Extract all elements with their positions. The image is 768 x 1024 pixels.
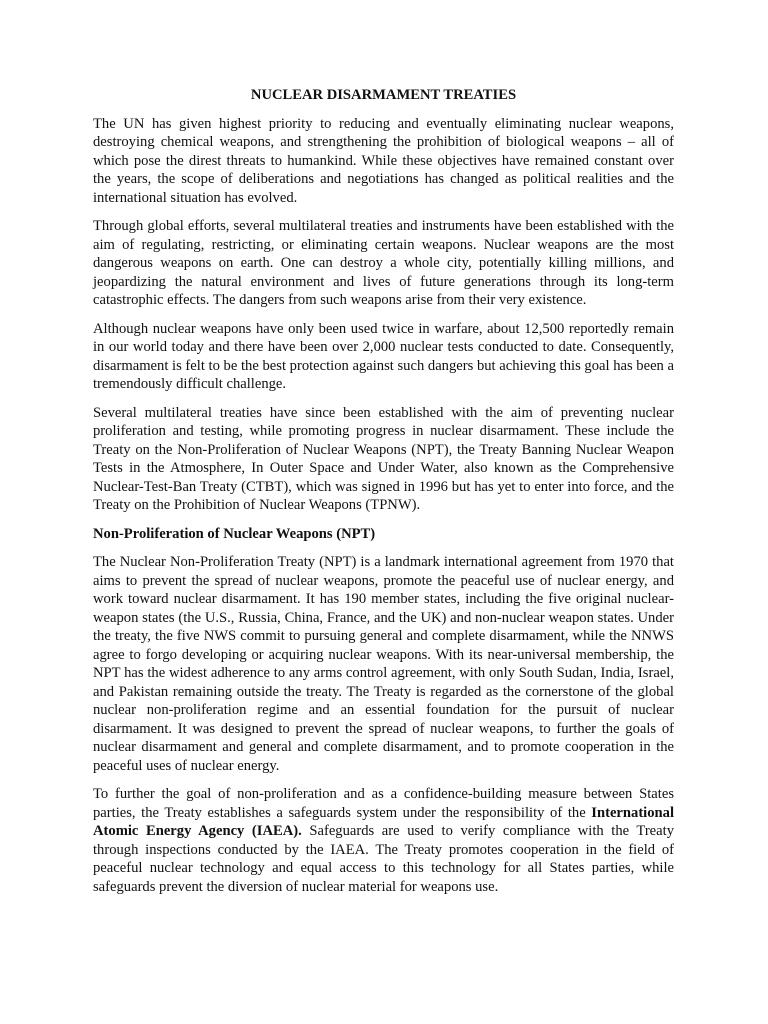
- safeguards-text-before: To further the goal of non-proliferation and as a confidence-building measure between States parties, the Treaty establishes a safeguards system under the responsibility of the: [93, 786, 674, 821]
- paragraph-nuclear-tests: Although nuclear weapons have only been used twice in warfare, about 12,500 reportedly remain in our world today and there have been over 2,000 nuclear tests conducted to date. Consequently, disarmament is felt to be the best protection against such dangers but achieving this goal has been a tremendously difficult challenge.: [93, 320, 674, 392]
- paragraph-npt: The Nuclear Non-Proliferation Treaty (NPT) is a landmark international agreement from 1970 that aims to prevent the spread of nuclear weapons, promote the peaceful use of nuclear energy, and work toward nuclear disarmament. It has 190 member states, including the five original nuclear-weapon states (the U.S., Russia, China, France, and the UK) and non-nuclear weapon states. Under the treaty, the five NWS commit to pursuing general and complete disarmament, while the NNWS agree to forgo developing or acquiring nuclear weapons. With its near-universal membership, the NPT has the widest adherence to any arms control agreement, with only South Sudan, India, Israel, and Pakistan remaining outside the treaty. The Treaty is regarded as the cornerstone of the global nuclear non-proliferation regime and an essential foundation for the pursuit of nuclear disarmament. It was designed to prevent the spread of nuclear weapons, to further the goals of nuclear disarmament and general and complete disarmament, and to promote cooperation in the peaceful uses of nuclear energy.: [93, 554, 674, 774]
- paragraph-global-efforts: Through global efforts, several multilateral treaties and instruments have been established with the aim of regulating, restricting, or eliminating certain weapons. Nuclear weapons are the most dangerous weapons on earth. One can destroy a whole city, potentially killing millions, and jeopardizing the natural environment and lives of future generations through its long-term catastrophic effects. The dangers from such weapons arise from their very existence.: [93, 218, 674, 308]
- document-page: [93, 86, 674, 906]
- iaea-bold-text: International Atomic Energy Agency (IAEA).: [93, 804, 674, 839]
- safeguards-text-after: Safeguards are used to verify compliance with the Treaty through inspections conducted by the IAEA. The Treaty promotes cooperation in the field of peaceful nuclear technology and equal access to this technology for all States parties, while safeguards prevent the diversion of nuclear material for weapons use.: [93, 823, 674, 895]
- section-heading-npt: Non-Proliferation of Nuclear Weapons (NPT): [93, 525, 376, 542]
- paragraph-intro: The UN has given highest priority to reducing and eventually eliminating nuclear weapons, destroying chemical weapons, and strengthening the prohibition of biological weapons – all of which pose the direst threats to humankind. While these objectives have remained constant over the years, the scope of deliberations and negotiations has changed as political realities and the international situation has evolved.: [93, 115, 674, 206]
- paragraph-safeguards: [93, 785, 674, 896]
- paragraph-multilateral-treaties: Several multilateral treaties have since been established with the aim of preventing nuclear proliferation and testing, while promoting progress in nuclear disarmament. These include the Treaty on the Non-Proliferation of Nuclear Weapons (NPT), the Treaty Banning Nuclear Weapon Tests in the Atmosphere, In Outer Space and Under Water, also known as the Comprehensive Nuclear-Test-Ban Treaty (CTBT), which was signed in 1996 but has yet to enter into force, and the Treaty on the Prohibition of Nuclear Weapons (TPNW).: [93, 404, 674, 513]
- document-title: NUCLEAR DISARMAMENT TREATIES: [250, 87, 517, 103]
